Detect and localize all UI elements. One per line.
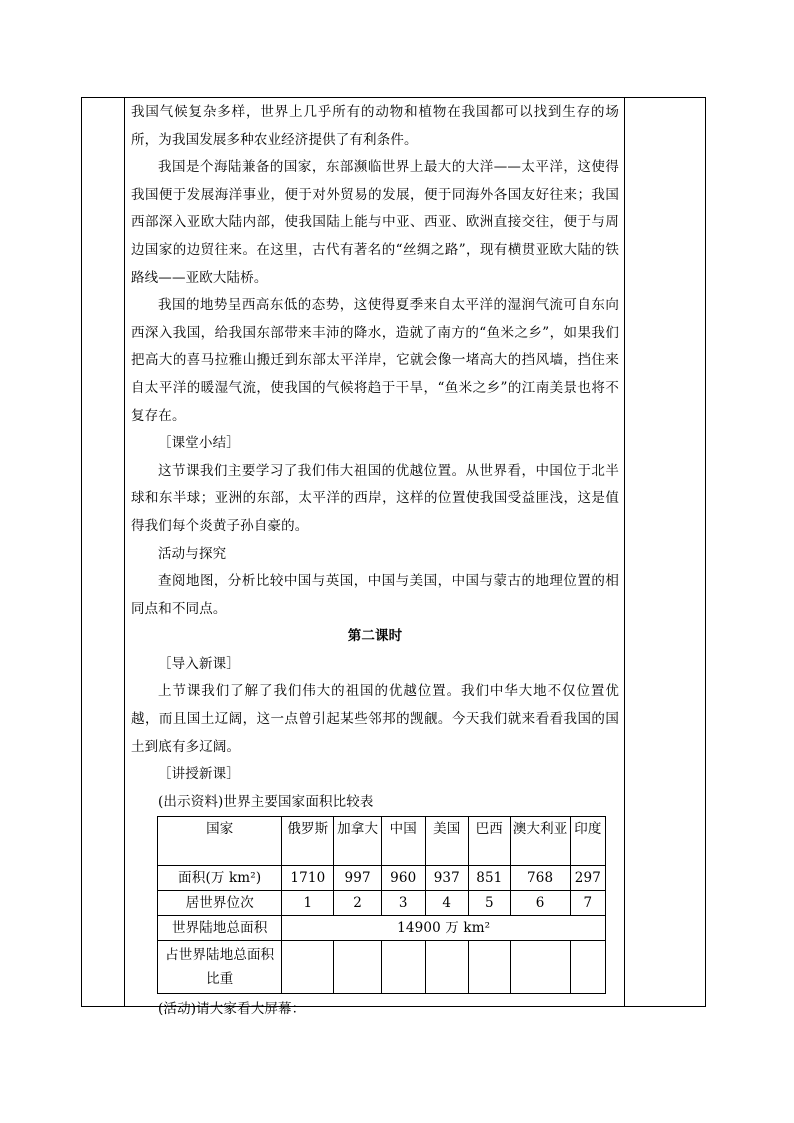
share-cell (425, 941, 469, 994)
table-row-total (158, 916, 606, 941)
share-cell (469, 941, 510, 994)
country-cell: 巴西 (469, 817, 510, 866)
area-cell: 1710 (282, 866, 334, 891)
right-column-divider (624, 97, 625, 1007)
share-cell (510, 941, 570, 994)
country-cell: 澳大利亚 (510, 817, 570, 866)
table-row-rank (158, 891, 606, 916)
lesson-content (131, 99, 619, 1024)
total-value: 14900 万 km² (282, 916, 606, 941)
area-cell: 297 (570, 866, 605, 891)
share-label: 占世界陆地总面积比重 (158, 941, 282, 994)
rank-cell: 3 (381, 891, 425, 916)
activity-text: 查阅地图，分析比较中国与英国，中国与美国，中国与蒙古的地理位置的相同点和不同点。 (131, 573, 619, 617)
country-cell: 印度 (570, 817, 605, 866)
table-row-area (158, 866, 606, 891)
paragraph-sea-land: 我国是个海陆兼备的国家，东部濒临世界上最大的大洋——太平洋，这使得我国便于发展海洋事业，便于对外贸易的发展，便于同海外各国友好往来；我国西部深入亚欧大陆内部，使我国陆上能与中亚、西亚、欧洲直接交往，便于与周边国家的边贸往来。在这里，古代有著名的“丝绸之路”，现有横贯亚欧大陆的铁路线——亚欧大陆桥。 (131, 159, 619, 286)
area-cell: 768 (510, 866, 570, 891)
total-label: 世界陆地总面积 (158, 916, 282, 941)
area-cell: 851 (469, 866, 510, 891)
country-cell: 俄罗斯 (282, 817, 334, 866)
paragraph-terrain: 我国的地势呈西高东低的态势，这使得夏季来自太平洋的湿润气流可自东向西深入我国，给我国东部带来丰沛的降水，造就了南方的“鱼米之乡”，如果我们把高大的喜马拉雅山搬迁到东部太平洋岸，它就会像一堵高大的挡风墙，挡住来自太平洋的暖湿气流，使我国的气候将趋于干旱，“鱼米之乡”的江南美景也将不复存在。 (131, 297, 619, 424)
left-column-divider (124, 97, 125, 1007)
country-cell: 美国 (425, 817, 469, 866)
area-label: 面积(万 km²) (158, 866, 282, 891)
share-cell (381, 941, 425, 994)
share-cell (334, 941, 382, 994)
rank-cell: 5 (469, 891, 510, 916)
intro-label: ［导入新课］ (158, 655, 240, 672)
rank-cell: 7 (570, 891, 605, 916)
activity-label: 活动与探究 (158, 545, 227, 562)
lesson2-title: 第二课时 (347, 628, 403, 645)
intro-text: 上节课我们了解了我们伟大的祖国的优越位置。我们中华大地不仅位置优越，而且国土辽阔，这一点曾引起某些邻邦的觊觎。今天我们就来看看我国的国土到底有多辽阔。 (131, 683, 619, 755)
lecture-label: ［讲授新课］ (158, 766, 240, 783)
area-cell: 960 (381, 866, 425, 891)
share-cell (570, 941, 605, 994)
rank-cell: 1 (282, 891, 334, 916)
share-cell (282, 941, 334, 994)
header-country-label: 国家 (158, 817, 282, 866)
table-row-share (158, 941, 606, 994)
country-cell: 加拿大 (334, 817, 382, 866)
table-caption: (出示资料)世界主要国家面积比较表 (158, 793, 374, 810)
rank-cell: 6 (510, 891, 570, 916)
rank-label: 居世界位次 (158, 891, 282, 916)
summary-text: 这节课我们主要学习了我们伟大祖国的优越位置。从世界看，中国位于北半球和东半球；亚洲的东部，太平洋的西岸，这样的位置使我国受益匪浅，这是值得我们每个炎黄子孙自豪的。 (131, 462, 619, 534)
area-comparison-table (157, 816, 606, 994)
closing-activity: (活动)请大家看大屏幕： (158, 1001, 306, 1018)
country-cell: 中国 (381, 817, 425, 866)
summary-label: ［课堂小结］ (158, 435, 240, 452)
rank-cell: 2 (334, 891, 382, 916)
table-header-row (158, 817, 606, 866)
area-cell: 937 (425, 866, 469, 891)
paragraph-climate: 我国气候复杂多样，世界上几乎所有的动物和植物在我国都可以找到生存的场所，为我国发展多种农业经济提供了有利条件。 (131, 104, 619, 148)
rank-cell: 4 (425, 891, 469, 916)
area-cell: 997 (334, 866, 382, 891)
